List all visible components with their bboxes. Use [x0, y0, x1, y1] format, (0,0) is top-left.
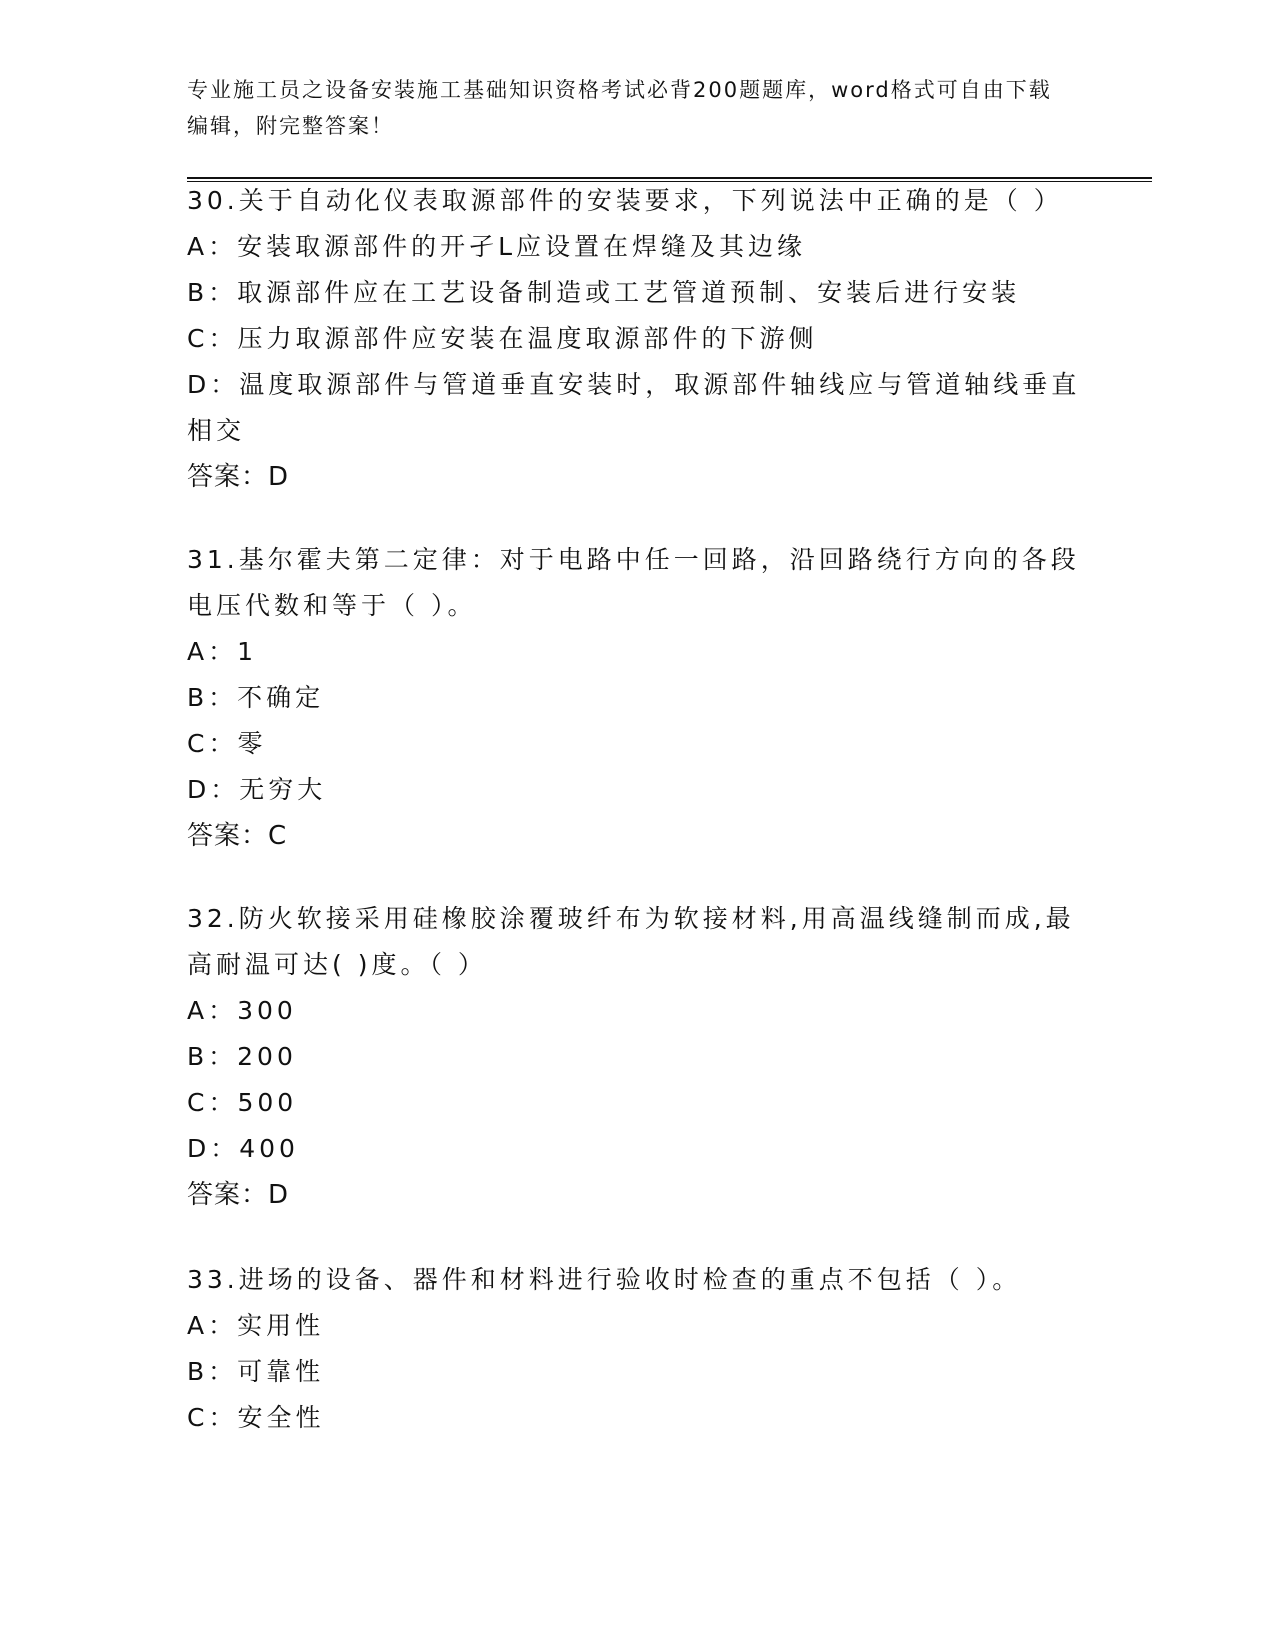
option-c: C：安全性 [187, 1403, 325, 1432]
option-d: D：无穷大 [187, 775, 327, 804]
document-header: 专业施工员之设备安装施工基础知识资格考试必背200题题库，word格式可自由下载编辑，附完整答案！ [187, 78, 1052, 138]
answer: 答案：C [187, 821, 288, 851]
option-a: A：安装取源部件的开孑L应设置在焊缝及其边缘 [187, 232, 807, 261]
option-b: B：200 [187, 1042, 297, 1071]
question-stem: 31.基尔霍夫第二定律：对于电路中任一回路，沿回路绕行方向的各段 [187, 545, 1080, 574]
option-d: D：温度取源部件与管道垂直安装时，取源部件轴线应与管道轴线垂直 [187, 370, 1081, 399]
option-d-continuation: 相交 [187, 416, 246, 445]
option-a: A：实用性 [187, 1311, 325, 1340]
question-stem-continuation: 电压代数和等于（ ）。 [187, 591, 477, 620]
option-c: C：零 [187, 729, 267, 758]
question-stem: 30.关于自动化仪表取源部件的安装要求，下列说法中正确的是（ ） [187, 186, 1063, 215]
question-33 [187, 1257, 1067, 1441]
option-b: B：不确定 [187, 683, 325, 712]
question-stem: 33.进场的设备、器件和材料进行验收时检查的重点不包括（ ）。 [187, 1265, 1022, 1294]
question-stem: 32.防火软接采用硅橡胶涂覆玻纤布为软接材料,用高温线缝制而成,最 [187, 904, 1075, 933]
option-d: D：400 [187, 1134, 299, 1163]
answer: 答案：D [187, 1180, 290, 1210]
answer: 答案：D [187, 462, 290, 492]
question-30 [187, 178, 1081, 500]
option-c: C：压力取源部件应安装在温度取源部件的下游侧 [187, 324, 818, 353]
question-32 [187, 896, 1075, 1218]
option-b: B：取源部件应在工艺设备制造或工艺管道预制、安装后进行安装 [187, 278, 1021, 307]
option-a: A：300 [187, 996, 297, 1025]
option-c: C：500 [187, 1088, 298, 1117]
option-a: A：1 [187, 637, 258, 666]
question-31 [187, 537, 1080, 859]
question-stem-continuation: 高耐温可达( )度。（ ） [187, 950, 487, 979]
option-b: B：可靠性 [187, 1357, 325, 1386]
